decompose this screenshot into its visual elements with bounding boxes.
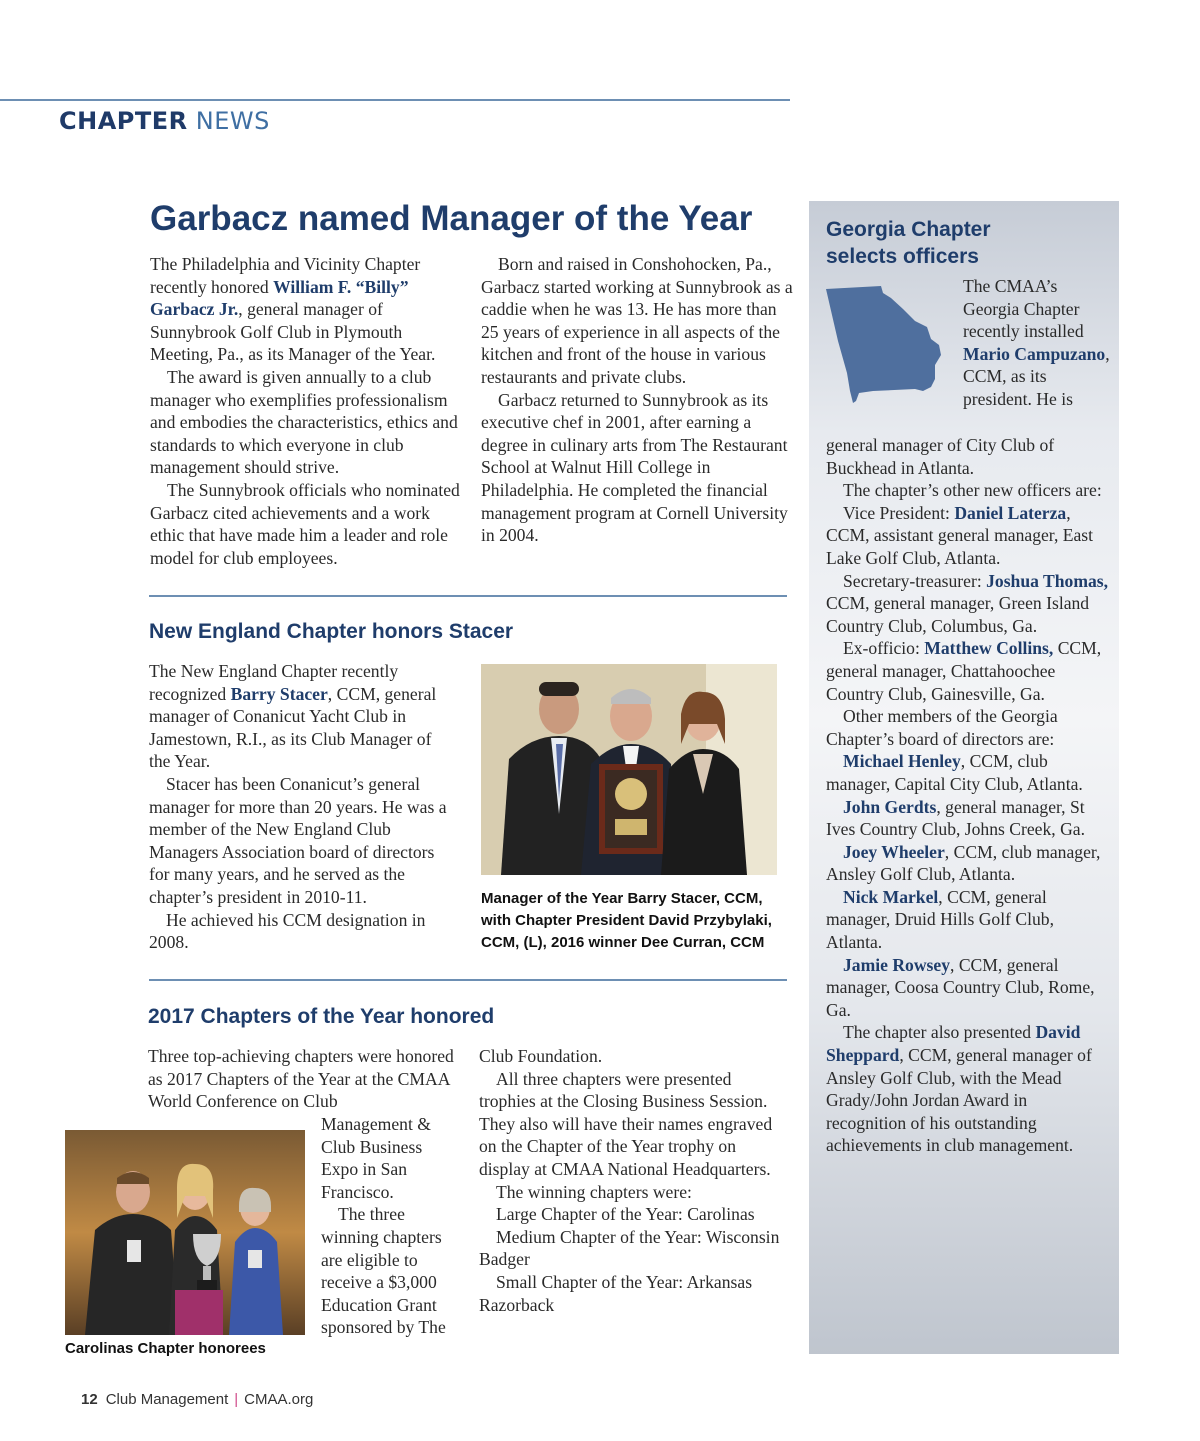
article-title-stacer: New England Chapter honors Stacer <box>149 620 514 643</box>
divider <box>149 595 787 597</box>
paragraph: He achieved his CCM designation in 2008. <box>149 909 426 953</box>
sidebar-title: Georgia Chapter selects officers <box>826 218 991 268</box>
paragraph: The chapter’s other new officers are: <box>843 480 1102 501</box>
photo-people-illustration <box>65 1130 305 1335</box>
photo-people-illustration <box>481 664 777 875</box>
paragraph: Stacer has been Conanicut’s general manager for more than 20 years. He was a member of the New England Club Managers Association board of directors for many years, and he served as the chapter’s president in 2010-11. <box>149 773 447 907</box>
footer-site-link[interactable]: CMAA.org <box>244 1391 314 1408</box>
section-label-light: NEWS <box>195 107 270 135</box>
article-title-chapters: 2017 Chapters of the Year honored <box>148 1005 495 1028</box>
page-number: 12 <box>81 1391 98 1408</box>
board-member: Nick Markel, CCM, general manager, Druid Hills Golf Club, Atlanta. <box>826 886 1054 953</box>
person-name: Michael Henley <box>843 751 961 772</box>
person-name: Joey Wheeler <box>843 841 945 862</box>
board-member: John Gerdts, general manager, St Ives Country Club, Johns Creek, Ga. <box>826 796 1085 840</box>
paragraph: The CMAA’s Georgia Chapter recently installed Mario Campuzano, CCM, as its president. He is <box>963 276 1110 409</box>
paragraph: Club Foundation. <box>479 1046 603 1066</box>
paragraph: Garbacz returned to Sunnybrook as its executive chef in 2001, after earning a degree in culinary arts from The Restaurant School at Walnut Hill College in Philadelphia. He completed the financial management program at Cornell University in 2004. <box>481 389 788 546</box>
paragraph: The New England Chapter recently recognized Barry Stacer, CCM, general manager of Conanicut Yacht Club in Jamestown, R.I., as its Club Manager of the Year. <box>149 661 437 772</box>
person-name: Daniel Laterza <box>954 502 1067 523</box>
section-label-bold: CHAPTER <box>59 107 188 135</box>
paragraph: Large Chapter of the Year: Carolinas <box>496 1204 755 1225</box>
officer-secretary: Secretary-treasurer: Joshua Thomas, CCM, general manager, Green Island Country Club, Columbus, Ga. <box>826 570 1109 636</box>
article-chapters-col1-top <box>148 1045 456 1113</box>
paragraph: Three top-achieving chapters were honored as 2017 Chapters of the Year at the CMAA World Conference on Club <box>148 1046 454 1112</box>
paragraph: Other members of the Georgia Chapter’s board of directors are: <box>826 706 1058 749</box>
person-name: Joshua Thomas, <box>986 570 1109 591</box>
photo-stacer-award <box>481 664 777 875</box>
paragraph: All three chapters were presented trophies at the Closing Business Session. They also will have their names engraved on the Chapter of the Year trophy on display at CMAA National Headquarters. <box>479 1068 773 1179</box>
person-name: Jamie Rowsey <box>843 954 951 975</box>
paragraph: Small Chapter of the Year: Arkansas Razorback <box>479 1271 753 1315</box>
header-rule <box>0 99 790 101</box>
article-garbacz-col2 <box>481 253 795 547</box>
officer-exofficio: Ex-officio: Matthew Collins, CCM, general manager, Chattahoochee Country Club, Gainesville, Ga. <box>826 638 1102 704</box>
board-member: Jamie Rowsey, CCM, general manager, Coosa Country Club, Rome, Ga. <box>826 954 1095 1020</box>
divider <box>149 979 787 981</box>
article-chapters-col2 <box>479 1045 791 1316</box>
paragraph: Born and raised in Conshohocken, Pa., Garbacz started working at Sunnybrook as a caddie when he was 13. He has more than 25 years of experience in all aspects of the kitchen and front of the house in various restaurants and private clubs. <box>481 254 793 387</box>
article-garbacz-col1 <box>150 253 465 569</box>
paragraph: The winning chapters were: <box>496 1181 692 1202</box>
article-chapters-col1-side <box>321 1113 461 1339</box>
person-name: Mario Campuzano <box>963 343 1106 364</box>
person-name: William F. “Billy” Garbacz Jr. <box>150 276 409 320</box>
board-member: Michael Henley, CCM, club manager, Capital City Club, Atlanta. <box>826 751 1083 794</box>
person-name: David Sheppard <box>826 1022 1081 1066</box>
photo-carolinas-honorees <box>65 1130 305 1335</box>
photo-caption-carolinas: Carolinas Chapter honorees <box>65 1340 266 1357</box>
paragraph: The chapter also presented David Sheppard, CCM, general manager of Ansley Golf Club, with the Mead Grady/John Jordan Award in recognition of his outstanding achievements in club management. <box>826 1022 1092 1156</box>
article-title-garbacz: Garbacz named Manager of the Year <box>150 199 753 238</box>
paragraph: general manager of City Club of Buckhead in Atlanta. <box>826 435 1055 478</box>
sidebar-text <box>826 434 1109 1157</box>
paragraph: The award is given annually to a club manager who exemplifies professionalism and embodies the characteristics, ethics and standards to which everyone in club management should strive. <box>150 366 458 478</box>
board-member: Joey Wheeler, CCM, club manager, Ansley Golf Club, Atlanta. <box>826 841 1101 885</box>
footer-separator: | <box>234 1391 239 1408</box>
section-label <box>59 107 270 135</box>
person-name: Nick Markel <box>843 886 939 907</box>
officer-vp: Vice President: Daniel Laterza, CCM, assistant general manager, East Lake Golf Club, Atlanta. <box>826 502 1094 568</box>
person-name: Barry Stacer <box>230 683 328 704</box>
person-name: Matthew Collins, <box>924 638 1054 659</box>
paragraph: Medium Chapter of the Year: Wisconsin Badger <box>479 1226 780 1270</box>
publication-name: Club Management <box>105 1391 229 1408</box>
georgia-map-icon <box>823 283 953 409</box>
paragraph: Management & Club Business Expo in San Francisco. <box>321 1114 431 1202</box>
article-stacer-text <box>149 660 455 954</box>
sidebar-text-wrap <box>963 275 1113 411</box>
sidebar-georgia <box>809 201 1119 1354</box>
paragraph: The Sunnybrook officials who nominated Garbacz cited achievements and a work ethic that have made him a leader and role model for club employees. <box>150 479 460 568</box>
page-footer <box>81 1391 313 1408</box>
paragraph: The three winning chapters are eligible to receive a $3,000 Education Grant sponsored by The <box>321 1204 446 1338</box>
paragraph: The Philadelphia and Vicinity Chapter recently honored William F. “Billy” Garbacz Jr., general manager of Sunnybrook Golf Club in Plymouth Meeting, Pa., as its Manager of the Year. <box>150 254 436 365</box>
photo-caption-stacer: Manager of the Year Barry Stacer, CCM, with Chapter President David Przybylaki, CCM, (L), 2016 winner Dee Curran, CCM <box>481 890 772 951</box>
person-name: John Gerdts <box>843 796 937 817</box>
